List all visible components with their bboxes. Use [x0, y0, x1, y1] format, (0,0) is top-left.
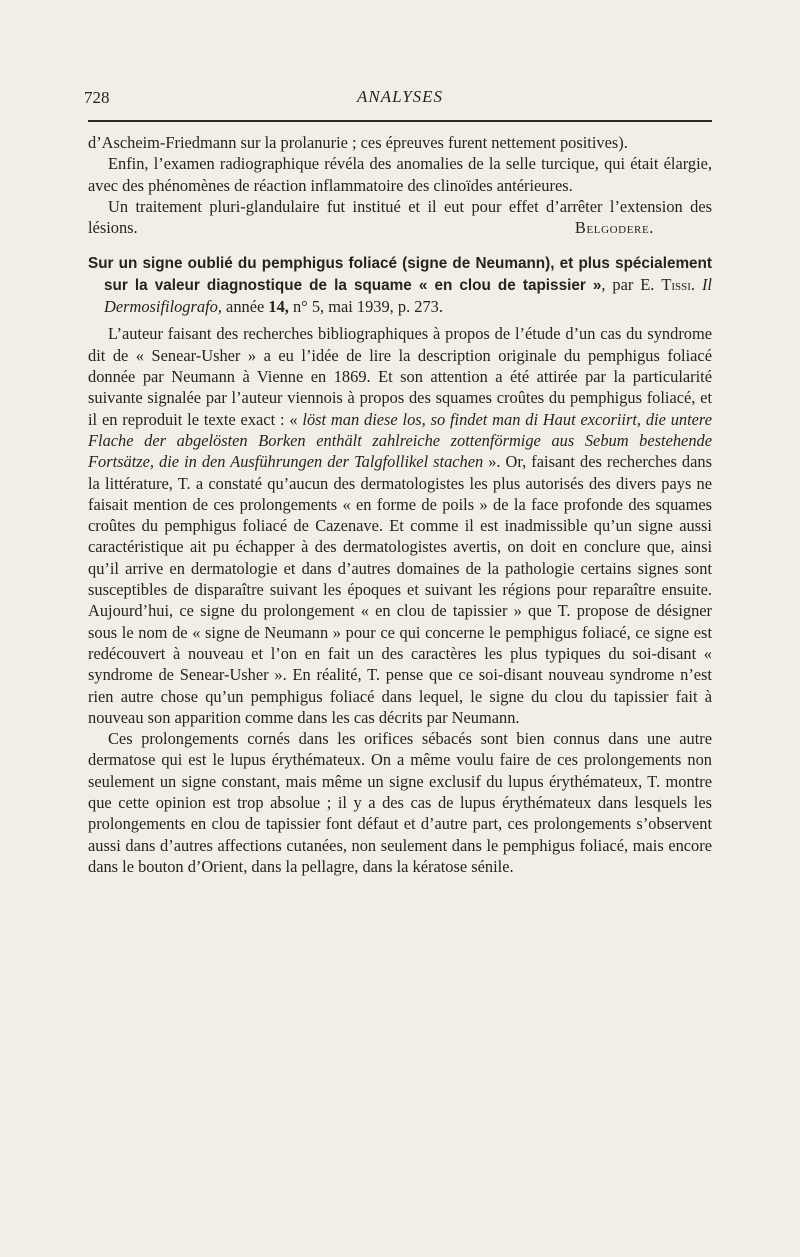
treatment-text: Un traitement pluri-glandulaire fut institué et il eut pour effet d’arrêter l’extension des lésions.	[88, 196, 712, 238]
article-author: Tissi.	[661, 275, 696, 295]
year-label: année	[226, 297, 265, 317]
page-number: 728	[84, 88, 110, 107]
german-quotation: löst man diese los, so findet man di Haut excoriirt, die untere Flache der abgelösten Borken enthält zahlreiche zottenförmige aus Sebum bestehende Fortsätze, die in den Ausführungen der Talgfollikel stachen	[88, 409, 712, 472]
paragraph-neumann-sign	[88, 323, 712, 728]
paragraph-treatment	[88, 196, 712, 239]
journal-name: Il Dermosifilografo,	[104, 275, 712, 317]
article-by: , par E.	[601, 275, 655, 295]
page-header	[84, 82, 712, 116]
volume-number: 14,	[268, 297, 289, 317]
paragraph-lupus: Ces prolongements cornés dans les orifices sébacés sont bien connus dans une autre dermatose qui est le lupus érythémateux. On a même voulu faire de ces prolongements non seulement un signe constant, mais même un signe exclusif du lupus érythémateux, T. montre que cette opinion est trop absolue ; il y a des cas de lupus érythémateux dans lesquels les prolongements en clou de tapissier font défaut et d’autre part, ces prolongements s’observent aussi dans d’autres affections cutanées, non seulement dans le pemphigus foliacé, mais encore dans le bouton d’Orient, dans la pellagre, dans la kératose sénile.	[88, 729, 712, 876]
article-title: Sur un signe oublié du pemphigus foliacé (signe de Neumann), et plus spécialement sur la valeur diagnostique de la squame « en clou de tapissier »	[88, 255, 712, 295]
neumann-text-end: ». Or, faisant des recherches dans la littérature, T. a constaté qu’aucun des dermatologistes les plus autorisés des divers pays ne faisait mention de ces prolongements « en forme de poils » de la face profonde des squames croûtes du pemphigus foliacé de Cazenave. Et comme il est inadmissible qu’un signe aussi caractéristique ait pu échapper à des dermatologistes avertis, on doit en conclure que, ainsi qu’il arrive en dermatologie et dans d’autres domaines de la pathologie certains signes sont susceptibles de disparaître suivant les époques et suivant les régions pour reparaître ensuite. Aujourd’hui, ce signe du prolongement « en clou de tapissier » que T. propose de désigner sous le nom de « signe de Neumann » pour ce qui concerne le pemphigus foliacé, ce signe est redécouvert à nouveau et l’on en fait un des caractères les plus typiques du soi-disant « syndrome de Senear-Usher ». En réalité, T. pense que ce soi-disant nouveau syndrome n’est rien autre chose qu’un pemphigus foliacé dans lequel, le signe du clou du tapissier fait à nouveau son apparition comme dans les cas décrits par Neumann.	[88, 452, 712, 727]
continued-paragraph: d’Ascheim-Friedmann sur la prolanurie ; ces épreuves furent nettement positives).	[88, 133, 628, 152]
paragraph-radiography: Enfin, l’examen radiographique révéla des anomalies de la selle turcique, qui était élargie, avec des phénomènes de réaction inflammatoire des clinoïdes antérieures.	[88, 154, 712, 195]
article-entry-heading	[88, 252, 712, 317]
page-content	[88, 132, 712, 877]
running-head: ANALYSES	[356, 87, 444, 106]
reviewer-signature: Belgodere.	[574, 218, 654, 238]
header-rule	[88, 120, 712, 122]
issue-date-pages: n° 5, mai 1939, p. 273.	[292, 297, 443, 317]
book-page	[84, 82, 712, 877]
neumann-text-start: L’auteur faisant des recherches bibliographiques à propos de l’étude d’un cas du syndrome dit de « Senear-Usher » a eu l’idée de lire la description originale du pemphigus foliacé donnée par Neumann à Vienne en 1869. Et son attention a été attirée par la particularité suivante signalée par l’auteur viennois à propos des squames croûtes du pemphigus foliacé, et il en reproduit le texte exact : «	[88, 324, 712, 429]
